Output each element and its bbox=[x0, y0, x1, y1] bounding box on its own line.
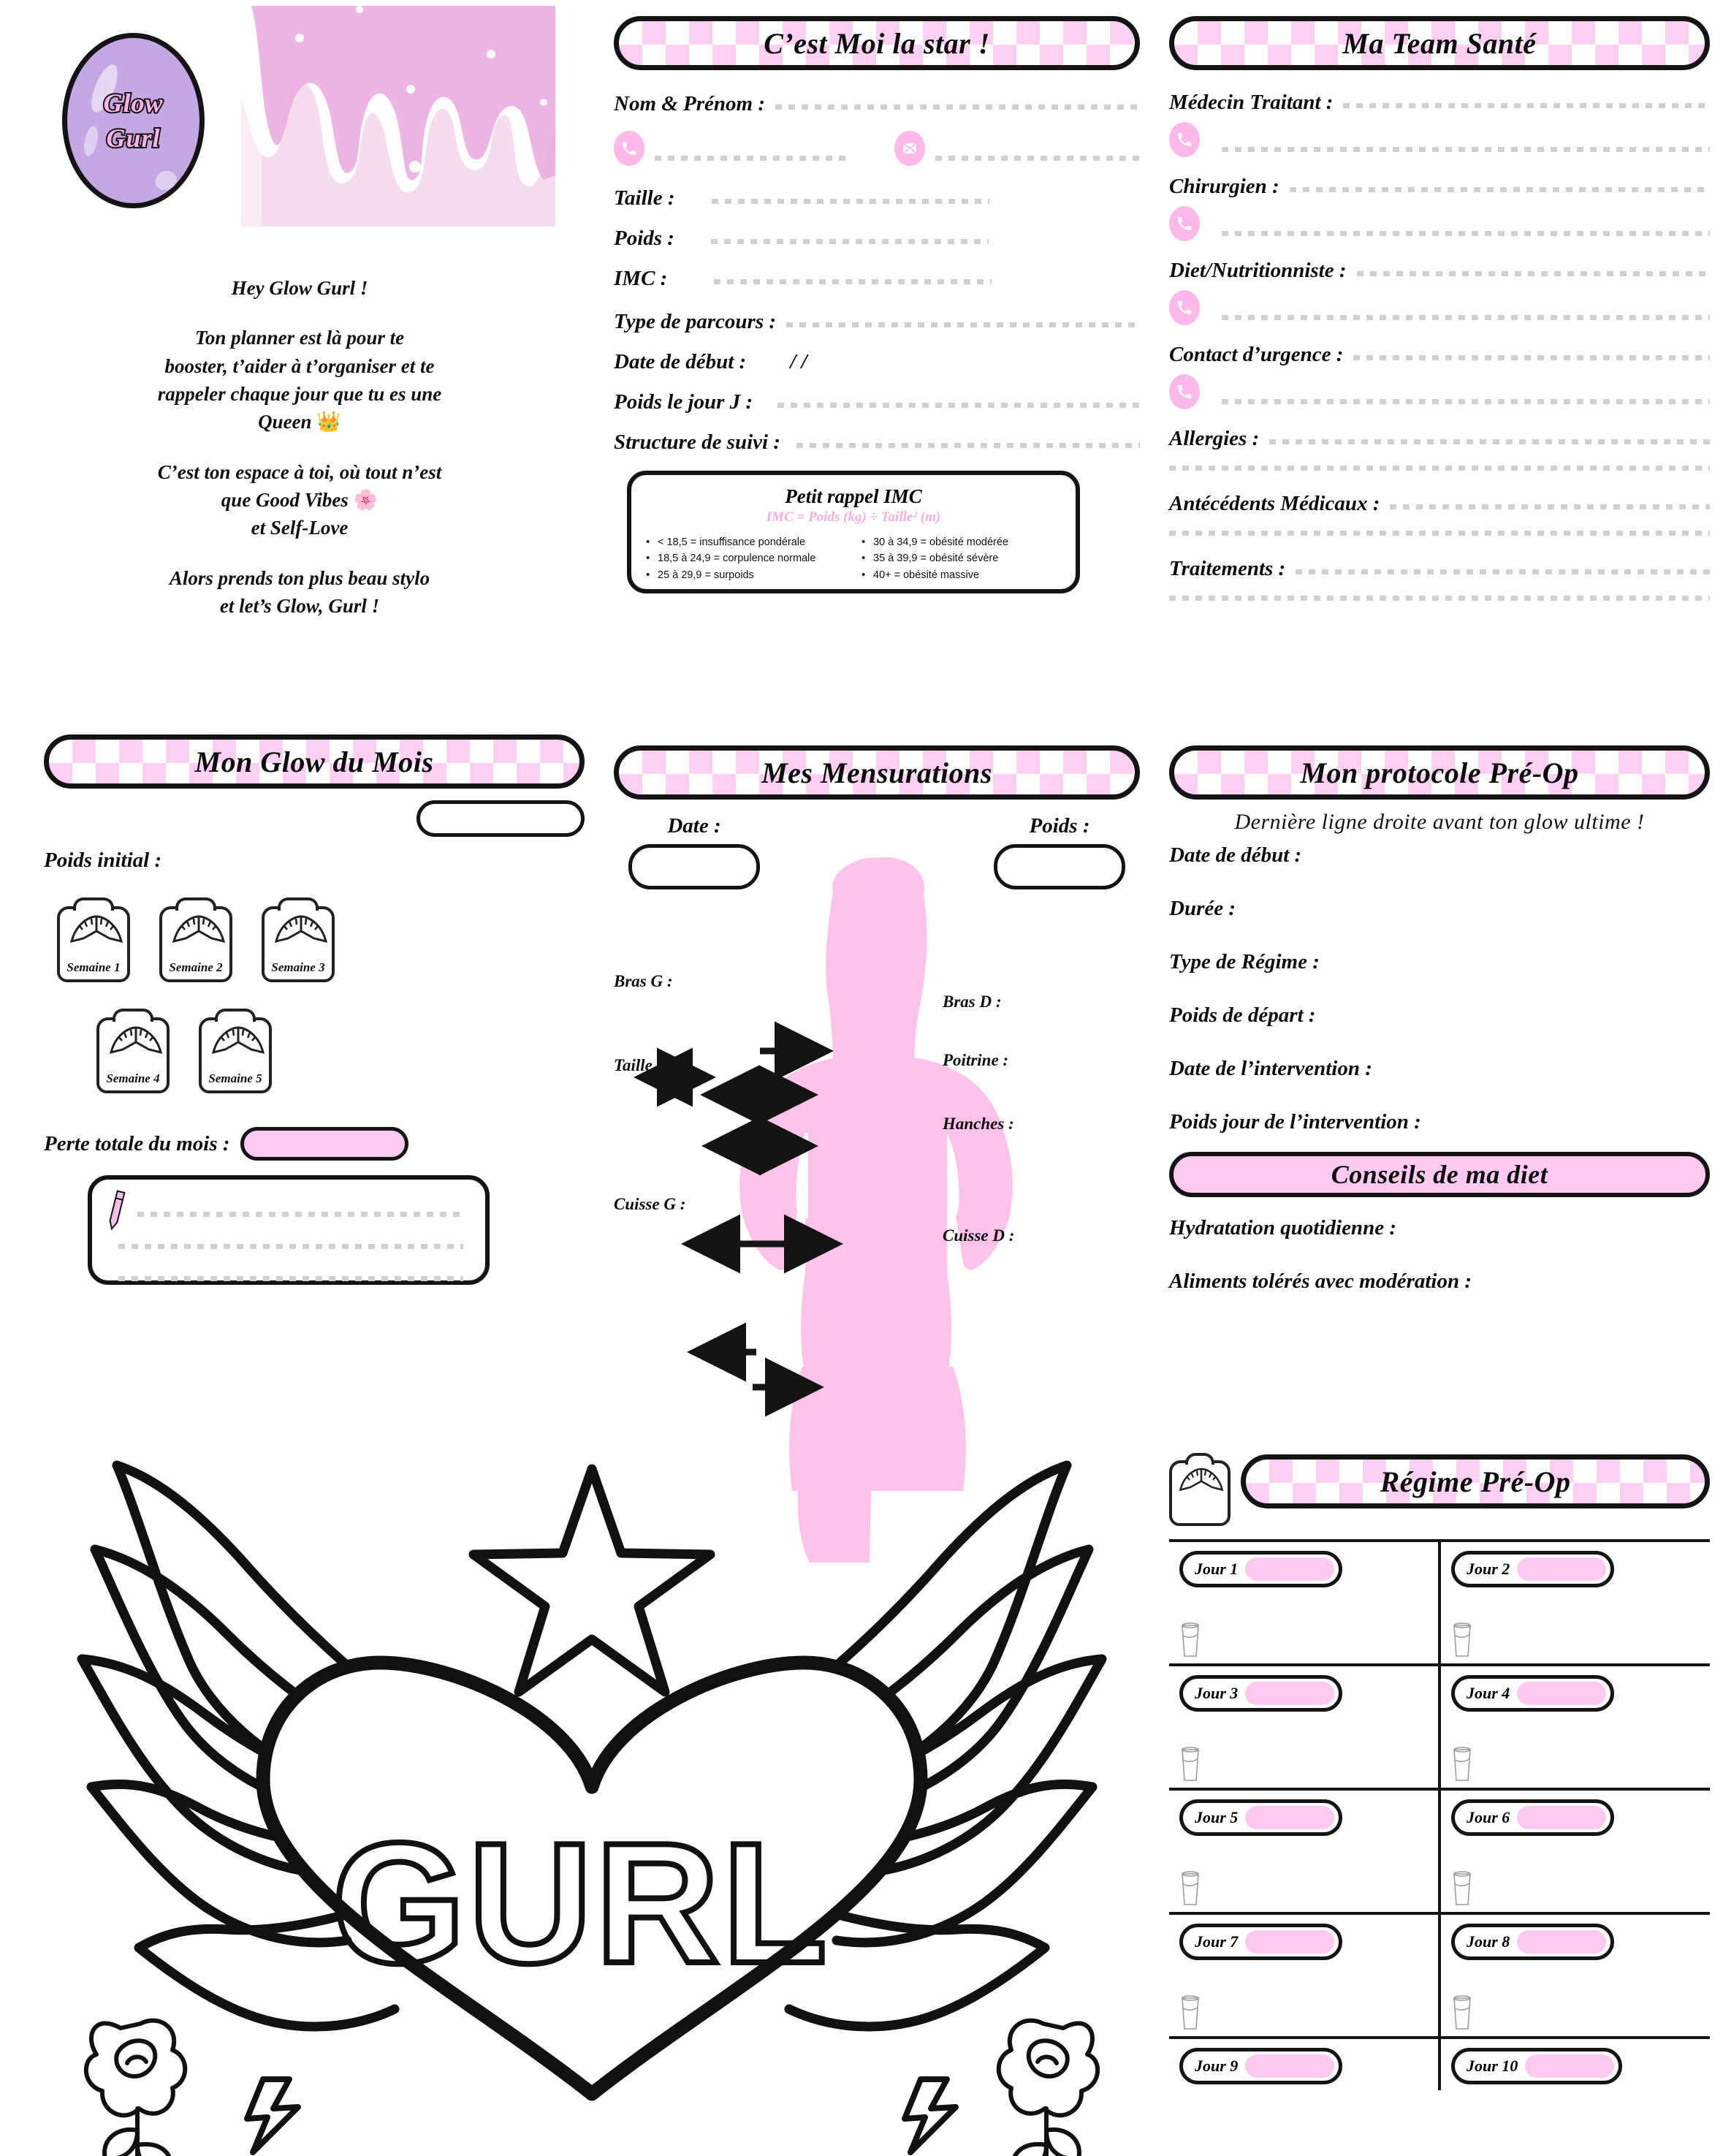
team-row-diet[interactable] bbox=[1169, 260, 1710, 281]
team-sante-title: Ma Team Santé bbox=[1342, 26, 1537, 60]
imc-item: • < 18,5 = insuffisance pondérale bbox=[644, 534, 847, 550]
jour-pill bbox=[1179, 1924, 1342, 1960]
team-row-label: Chirurgien : bbox=[1169, 175, 1279, 198]
team-row-input[interactable] bbox=[1296, 568, 1710, 575]
regime-cell[interactable] bbox=[1169, 1915, 1438, 2036]
regime-title: Régime Pré-Op bbox=[1380, 1465, 1571, 1498]
team-phone-diet[interactable] bbox=[1169, 290, 1710, 325]
team-sante-banner bbox=[1169, 16, 1710, 70]
protocole-field-date-debut[interactable]: Date de début : bbox=[1169, 843, 1302, 867]
body-measurement-diagram bbox=[614, 862, 1140, 1506]
body-silhouette bbox=[614, 862, 1140, 1506]
jour-pill bbox=[1451, 2048, 1622, 2084]
team-row-input[interactable] bbox=[1357, 270, 1710, 277]
meas-label-bras-g: Bras G : bbox=[614, 972, 673, 990]
team-row-urgence[interactable] bbox=[1169, 344, 1710, 365]
team-row-input[interactable] bbox=[1343, 102, 1710, 109]
team-row-medecin[interactable] bbox=[1169, 92, 1710, 113]
rose-right-icon bbox=[999, 2021, 1098, 2156]
regime-row bbox=[1169, 2039, 1710, 2090]
imc-reminder-clip bbox=[627, 471, 1080, 581]
water-glass-icon[interactable] bbox=[1179, 1995, 1201, 2030]
rose-left-icon bbox=[86, 2021, 185, 2156]
water-glass-icon[interactable] bbox=[1179, 1622, 1201, 1658]
field-follow-structure-label: Structure de suivi : bbox=[614, 430, 780, 454]
field-bmi-label: IMC : bbox=[614, 267, 668, 290]
field-name[interactable] bbox=[614, 94, 1140, 115]
mensurations-poids-label: Poids : bbox=[1029, 814, 1090, 838]
mail-icon bbox=[894, 131, 925, 166]
protocole-field-duree[interactable]: Durée : bbox=[1169, 897, 1236, 920]
regime-cell[interactable] bbox=[1438, 2039, 1710, 2090]
field-weight-input[interactable] bbox=[711, 238, 989, 245]
team-row-input[interactable] bbox=[1353, 354, 1710, 361]
scales-row-2 bbox=[44, 1017, 585, 1093]
perte-totale-input[interactable] bbox=[240, 1127, 408, 1161]
team-row-label: Médecin Traitant : bbox=[1169, 91, 1334, 114]
team-row-label: Contact d’urgence : bbox=[1169, 343, 1344, 366]
team-row-antecedents[interactable] bbox=[1169, 493, 1710, 515]
jour-label: Jour 9 bbox=[1195, 2057, 1239, 2075]
team-phone-input[interactable] bbox=[1222, 398, 1710, 405]
field-height[interactable] bbox=[614, 188, 1140, 209]
star-panel-title: C’est Moi la star ! bbox=[764, 26, 990, 60]
team-traitements-input-2[interactable] bbox=[1169, 594, 1710, 601]
water-glass-icon[interactable] bbox=[1451, 1995, 1473, 2030]
field-height-label: Taille : bbox=[614, 186, 675, 210]
jour-label: Jour 7 bbox=[1195, 1932, 1239, 1951]
protocole-title: Mon protocole Pré-Op bbox=[1300, 756, 1579, 789]
field-name-label: Nom & Prénom : bbox=[614, 92, 766, 115]
imc-reminder-box bbox=[627, 471, 1080, 593]
regime-cell[interactable] bbox=[1169, 1791, 1438, 1912]
scales-row-1 bbox=[44, 906, 585, 982]
team-row-input[interactable] bbox=[1269, 438, 1710, 445]
conseils-banner bbox=[1169, 1152, 1710, 1197]
field-journey-label: Type de parcours : bbox=[614, 310, 777, 333]
imc-item: • 25 à 29,9 = surpoids bbox=[644, 567, 847, 583]
field-start-date[interactable] bbox=[614, 352, 1140, 373]
field-start-date-value[interactable]: / / bbox=[790, 350, 807, 373]
team-row-label: Allergies : bbox=[1169, 427, 1260, 450]
field-weight-label: Poids : bbox=[614, 227, 674, 250]
regime-cell[interactable] bbox=[1438, 1666, 1710, 1788]
jour-label: Jour 3 bbox=[1195, 1684, 1239, 1702]
jour-value-input[interactable] bbox=[1517, 1682, 1606, 1705]
mensurations-title: Mes Mensurations bbox=[761, 756, 992, 789]
pen-icon bbox=[103, 1188, 129, 1234]
protocole-banner bbox=[1169, 745, 1710, 800]
meas-label-bras-d: Bras D : bbox=[943, 992, 1002, 1011]
team-phone-chirurgien[interactable] bbox=[1169, 206, 1710, 241]
team-phone-input[interactable] bbox=[1222, 314, 1710, 321]
team-row-label: Antécédents Médicaux : bbox=[1169, 492, 1380, 515]
intro-paragraph-2: C’est ton espace à toi, où tout n’est que Good Vibes 🌸 et Self-Love bbox=[157, 460, 442, 539]
jour-pill bbox=[1451, 1799, 1614, 1836]
heart-word: GURL bbox=[332, 1807, 830, 1999]
month-name-input[interactable] bbox=[417, 800, 585, 837]
imc-item: • 40+ = obésité massive bbox=[860, 567, 1062, 583]
regime-row bbox=[1169, 1915, 1710, 2039]
regime-cell[interactable] bbox=[1169, 1666, 1438, 1788]
scale-label: Semaine 3 bbox=[271, 960, 325, 974]
imc-title: Petit rappel IMC bbox=[785, 485, 922, 507]
intro-paragraph-3: Alors prends ton plus beau stylo et let’s Glow, Gurl ! bbox=[169, 566, 430, 617]
team-allergies-input-2[interactable] bbox=[1169, 464, 1710, 471]
team-phone-input[interactable] bbox=[1222, 145, 1710, 153]
heart-wings-svg bbox=[44, 1451, 1140, 2152]
field-weight-day-j-label: Poids le jour J : bbox=[614, 390, 753, 414]
water-glass-icon[interactable] bbox=[1451, 1622, 1473, 1658]
protocole-field-date-interv[interactable]: Date de l’intervention : bbox=[1169, 1057, 1372, 1080]
field-weight[interactable] bbox=[614, 228, 1140, 249]
field-follow-structure[interactable] bbox=[614, 432, 1140, 453]
perte-totale-label: Perte totale du mois : bbox=[44, 1131, 230, 1155]
field-bmi[interactable] bbox=[614, 268, 1140, 289]
imc-formula: IMC = Poids (kg) ÷ Taille² (m) bbox=[766, 509, 941, 525]
phone-icon bbox=[614, 131, 644, 166]
protocole-tagline: Dernière ligne droite avant ton glow ultime ! bbox=[1234, 810, 1645, 834]
conseils-field-hydratation[interactable]: Hydratation quotidienne : bbox=[1169, 1216, 1396, 1240]
team-sante-panel bbox=[1169, 16, 1710, 606]
jour-pill bbox=[1179, 1799, 1342, 1836]
crown-icon: 👑 bbox=[316, 411, 341, 433]
team-row-chirurgien[interactable] bbox=[1169, 176, 1710, 197]
meas-label-poitrine: Poitrine : bbox=[943, 1051, 1009, 1069]
team-row-label: Diet/Nutritionniste : bbox=[1169, 259, 1347, 282]
jour-value-input[interactable] bbox=[1245, 1930, 1334, 1954]
jour-pill bbox=[1451, 1675, 1614, 1712]
protocole-field-poids-interv[interactable]: Poids jour de l’intervention : bbox=[1169, 1110, 1421, 1134]
jour-pill bbox=[1179, 2048, 1342, 2084]
lightning-left-icon bbox=[247, 2079, 298, 2152]
perte-totale-row[interactable] bbox=[44, 1127, 585, 1161]
note-line[interactable] bbox=[137, 1212, 463, 1217]
field-weight-day-j[interactable] bbox=[614, 392, 1140, 413]
imc-item: • 35 à 39,9 = obésité sévère bbox=[860, 550, 1062, 566]
team-row-input[interactable] bbox=[1390, 503, 1710, 510]
water-glass-icon[interactable] bbox=[1179, 1871, 1201, 1906]
mensurations-date-label: Date : bbox=[667, 814, 721, 838]
team-row-traitements[interactable] bbox=[1169, 558, 1710, 580]
note-line[interactable] bbox=[118, 1276, 463, 1281]
star-panel-banner bbox=[614, 16, 1140, 70]
scale-label: Semaine 5 bbox=[208, 1071, 262, 1085]
jour-pill bbox=[1179, 1551, 1342, 1587]
phone-icon bbox=[1169, 122, 1200, 157]
jour-label: Jour 4 bbox=[1467, 1684, 1510, 1702]
jour-value-input[interactable] bbox=[1245, 2054, 1334, 2078]
jour-value-input[interactable] bbox=[1517, 1557, 1606, 1581]
intro-paragraph-1: Ton planner est là pour te booster, t’aider à t’organiser et te rappeler chaque jour que tu es une Queen 👑 bbox=[157, 327, 442, 433]
team-phone-input[interactable] bbox=[1222, 229, 1710, 237]
regime-cell[interactable] bbox=[1169, 1542, 1438, 1663]
field-start-date-label: Date de début : bbox=[614, 350, 747, 373]
meas-label-cuisse-g: Cuisse G : bbox=[614, 1195, 686, 1213]
jour-value-input[interactable] bbox=[1525, 2054, 1614, 2078]
poids-initial-label: Poids initial : bbox=[44, 849, 162, 872]
team-row-allergies[interactable] bbox=[1169, 428, 1710, 449]
scale-semaine-5[interactable] bbox=[199, 1017, 272, 1093]
intro-text-block bbox=[44, 274, 555, 620]
star-panel bbox=[614, 16, 1140, 581]
jour-label: Jour 10 bbox=[1467, 2057, 1518, 2075]
drip-shape bbox=[241, 0, 555, 227]
glow-du-mois-banner bbox=[44, 735, 585, 789]
notes-box[interactable] bbox=[88, 1175, 490, 1285]
field-bmi-input[interactable] bbox=[714, 278, 992, 285]
jour-value-input[interactable] bbox=[1245, 1682, 1334, 1705]
imc-item: • 18,5 à 24,9 = corpulence normale bbox=[644, 550, 847, 566]
field-journey-input[interactable] bbox=[786, 321, 1140, 328]
scale-semaine-1[interactable] bbox=[57, 906, 130, 982]
regime-row bbox=[1169, 1791, 1710, 1915]
logo-line-2: Gurl bbox=[106, 124, 161, 153]
jour-value-input[interactable] bbox=[1245, 1806, 1334, 1829]
jour-pill bbox=[1451, 1924, 1614, 1960]
scale-semaine-4[interactable] bbox=[96, 1017, 170, 1093]
winged-heart-artwork bbox=[44, 1451, 1140, 2152]
field-weight-day-j-input[interactable] bbox=[777, 401, 1140, 409]
regime-table bbox=[1169, 1539, 1710, 2090]
field-email-input[interactable] bbox=[935, 154, 1140, 162]
field-height-input[interactable] bbox=[712, 197, 989, 205]
glow-du-mois-panel bbox=[44, 735, 585, 1285]
flower-icon: 🌸 bbox=[353, 488, 379, 511]
regime-cell[interactable] bbox=[1169, 2039, 1438, 2090]
team-antecedents-input-2[interactable] bbox=[1169, 529, 1710, 536]
regime-row bbox=[1169, 1542, 1710, 1666]
protocole-panel bbox=[1169, 745, 1710, 1292]
team-phone-medecin[interactable] bbox=[1169, 122, 1710, 157]
intro-greeting: Hey Glow Gurl ! bbox=[231, 277, 368, 299]
regime-cell[interactable] bbox=[1438, 1791, 1710, 1912]
lightning-right-icon bbox=[905, 2079, 956, 2152]
logo-line-1: Glow bbox=[103, 88, 164, 118]
field-name-input[interactable] bbox=[775, 103, 1140, 110]
jour-value-input[interactable] bbox=[1517, 1806, 1606, 1829]
field-phone-input[interactable] bbox=[655, 154, 852, 162]
imc-item: • 30 à 34,9 = obésité modérée bbox=[860, 534, 1062, 550]
meas-label-hanches: Hanches : bbox=[943, 1115, 1014, 1133]
drip-decoration bbox=[241, 0, 555, 227]
meas-label-taille: Taille : bbox=[614, 1056, 663, 1074]
scale-label: Semaine 4 bbox=[106, 1071, 160, 1085]
team-row-label: Traitements : bbox=[1169, 557, 1286, 580]
field-follow-structure-input[interactable] bbox=[796, 441, 1140, 449]
note-line[interactable] bbox=[118, 1244, 463, 1249]
jour-label: Jour 1 bbox=[1195, 1560, 1239, 1578]
glow-du-mois-title: Mon Glow du Mois bbox=[194, 745, 434, 778]
scale-semaine-2[interactable] bbox=[159, 906, 232, 982]
field-contact-row bbox=[614, 131, 1140, 166]
regime-row bbox=[1169, 1666, 1710, 1791]
mensurations-banner bbox=[614, 745, 1140, 800]
jour-label: Jour 6 bbox=[1467, 1808, 1510, 1826]
phone-icon bbox=[1169, 290, 1200, 325]
water-glass-icon[interactable] bbox=[1179, 1747, 1201, 1782]
phone-icon bbox=[1169, 374, 1200, 409]
regime-panel bbox=[1169, 1454, 1710, 2090]
conseils-field-aliments[interactable]: Aliments tolérés avec modération : bbox=[1169, 1269, 1472, 1293]
team-phone-urgence[interactable] bbox=[1169, 374, 1710, 409]
protocole-field-poids-depart[interactable]: Poids de départ : bbox=[1169, 1003, 1316, 1027]
jour-label: Jour 5 bbox=[1195, 1808, 1239, 1826]
field-journey[interactable] bbox=[614, 311, 1140, 333]
jour-label: Jour 8 bbox=[1467, 1932, 1510, 1951]
team-row-input[interactable] bbox=[1290, 186, 1710, 193]
brand-logo bbox=[62, 33, 205, 208]
jour-pill bbox=[1179, 1675, 1342, 1712]
protocole-field-type-regime[interactable]: Type de Régime : bbox=[1169, 950, 1320, 973]
scale-semaine-3[interactable] bbox=[262, 906, 335, 982]
water-glass-icon[interactable] bbox=[1451, 1747, 1473, 1782]
water-glass-icon[interactable] bbox=[1451, 1871, 1473, 1906]
regime-scale-icon bbox=[1169, 1460, 1231, 1526]
scale-label: Semaine 1 bbox=[66, 960, 121, 974]
scale-label: Semaine 2 bbox=[169, 960, 223, 974]
imc-list-right bbox=[860, 534, 1062, 583]
phone-icon bbox=[1169, 206, 1200, 241]
regime-cell[interactable] bbox=[1438, 1542, 1710, 1663]
jour-value-input[interactable] bbox=[1245, 1557, 1334, 1581]
regime-cell[interactable] bbox=[1438, 1915, 1710, 2036]
conseils-title: Conseils de ma diet bbox=[1331, 1160, 1548, 1189]
regime-banner bbox=[1241, 1454, 1710, 1508]
meas-label-cuisse-d: Cuisse D : bbox=[943, 1226, 1015, 1245]
imc-list-left bbox=[644, 534, 847, 583]
jour-label: Jour 2 bbox=[1467, 1560, 1510, 1578]
jour-value-input[interactable] bbox=[1517, 1930, 1606, 1954]
jour-pill bbox=[1451, 1551, 1614, 1587]
